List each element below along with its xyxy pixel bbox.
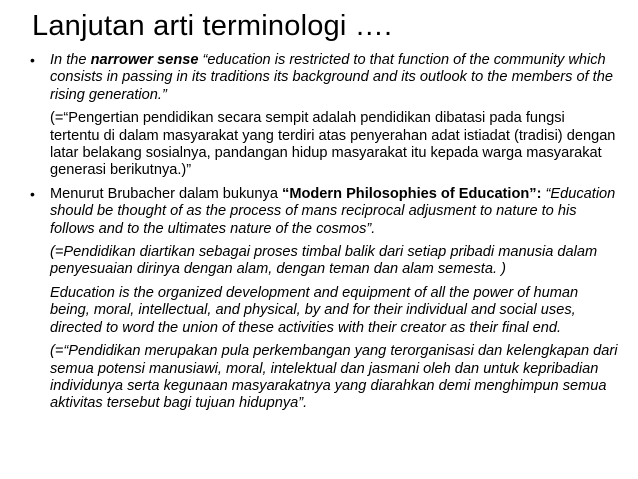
brubacher-lead: Menurut Brubacher dalam bukunya <box>50 185 283 202</box>
brubacher-definition <box>50 186 618 238</box>
indonesian-translation-organized: (=“Pendidikan merupakan pula perkembangan yang terorganisasi dan kelengkapan dari semua potensi manusiawi, moral, intelektual dan jasmani oleh dan untuk kepribadian individunya serta kegunaan masyarakatnya yang diarahkan demi menghimpun semua aktivitas tersebut bagi tujuan hidupnya”. <box>50 343 618 412</box>
narrower-sense-term: narrower sense <box>90 52 199 68</box>
slide-content <box>30 52 618 413</box>
brubacher-quote: “Education should be thought of as the process of mans reciprocal adjusment to nature to his follows and to the ultimates nature of the cosmos”. <box>50 185 616 237</box>
bullet-marker: • <box>30 52 35 68</box>
bullet-item-narrower-sense <box>30 52 618 180</box>
english-definition-organized: Education is the organized development and equipment of all the power of human being, moral, intellectual, and physical, by and for their individual and social uses, directed to word the union of these activities with their creator as their final end. <box>50 284 579 336</box>
definition-quote: “education is restricted to that function of the community which consists in passing in its traditions its background and its outlook to the members of the rising generation.” <box>50 52 613 103</box>
indonesian-translation-narrow: (=“Pengertian pendidikan secara sempit adalah pendidikan dibatasi pada fungsi tertentu di dalam masyarakat yang terdiri atas penyerahan adat istiadat (tradisi) dengan latar belakang sosialnya, pandangan hidup masyarakat itu kepada warga masyarakat generasi berikutnya.)” <box>50 110 616 179</box>
slide-title: Lanjutan arti terminologi …. <box>32 10 393 42</box>
bullet-item-brubacher <box>30 186 618 413</box>
bullet-marker: • <box>30 185 35 202</box>
english-definition-narrow <box>50 52 618 104</box>
definition-lead: In the <box>50 52 91 68</box>
book-title: “Modern Philosophies of Education”: <box>282 185 542 202</box>
indonesian-translation-brubacher: (=Pendidikan diartikan sebagai proses timbal balik dari setiap pribadi manusia dalam penyesuaian dirinya dengan alam, dengan teman dan alam semesta. ) <box>50 244 598 278</box>
